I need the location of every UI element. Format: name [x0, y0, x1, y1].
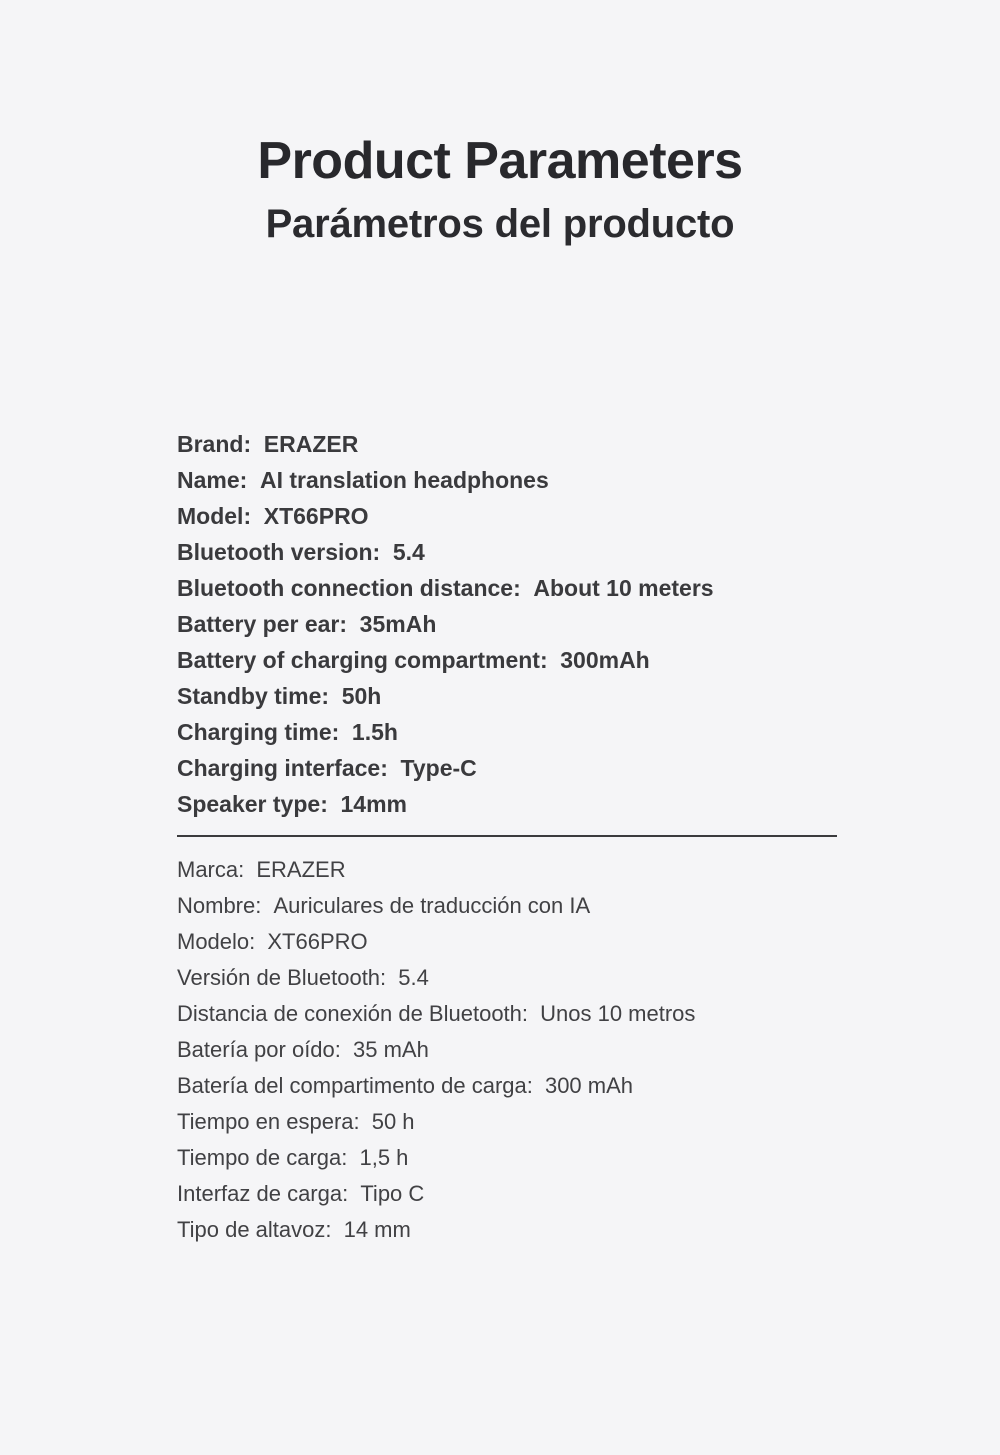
spec-row-speaker-type [177, 786, 837, 822]
spec-label: Bluetooth version: [177, 539, 381, 565]
page-title: Product Parameters [257, 132, 743, 190]
spec-row-tipo-altavoz [177, 1212, 837, 1248]
spec-label: Tiempo de carga: [177, 1145, 348, 1170]
spec-label: Charging time: [177, 719, 340, 745]
spec-label: Marca: [177, 857, 245, 882]
spec-label: Bluetooth connection distance: [177, 575, 521, 601]
spec-row-name [177, 462, 837, 498]
spec-label: Modelo: [177, 929, 256, 954]
spec-row-standby-time [177, 678, 837, 714]
spec-value: 300 mAh [544, 1073, 634, 1098]
spec-label: Standby time: [177, 683, 330, 709]
spec-value: XT66PRO [267, 929, 368, 954]
spec-value: 50h [341, 683, 382, 709]
spec-label: Nombre: [177, 893, 262, 918]
page-header [0, 0, 1000, 248]
spec-sheet [177, 426, 837, 1248]
spec-row-bateria-compartimento [177, 1068, 837, 1104]
spec-value: Tipo C [360, 1181, 425, 1206]
spec-value: 50 h [371, 1109, 415, 1134]
spec-value: XT66PRO [263, 503, 369, 529]
spec-row-brand [177, 426, 837, 462]
spec-list-english [177, 426, 837, 822]
spec-value: 35 mAh [352, 1037, 429, 1062]
spec-label: Batería del compartimento de carga: [177, 1073, 533, 1098]
spec-row-battery-case [177, 642, 837, 678]
spec-value: 5.4 [392, 539, 425, 565]
spec-label: Distancia de conexión de Bluetooth: [177, 1001, 529, 1026]
spec-label: Versión de Bluetooth: [177, 965, 387, 990]
spec-value: Auriculares de traducción con IA [273, 893, 591, 918]
spec-row-tiempo-carga [177, 1140, 837, 1176]
spec-value: Type-C [400, 755, 477, 781]
page-subtitle: Parámetros del producto [265, 202, 735, 246]
spec-label: Batería por oído: [177, 1037, 341, 1062]
spec-value: 5.4 [398, 965, 429, 990]
spec-row-bateria-oido [177, 1032, 837, 1068]
spec-label: Battery of charging compartment: [177, 647, 548, 673]
spec-value: 14mm [340, 791, 407, 817]
spec-row-charging-interface [177, 750, 837, 786]
spec-list-spanish [177, 852, 837, 1248]
spec-label: Tiempo en espera: [177, 1109, 360, 1134]
spec-value: Unos 10 metros [540, 1001, 696, 1026]
spec-row-marca [177, 852, 837, 888]
spec-row-modelo [177, 924, 837, 960]
spec-row-battery-ear [177, 606, 837, 642]
spec-value: ERAZER [263, 431, 359, 457]
spec-value: 1.5h [351, 719, 398, 745]
spec-label: Brand: [177, 431, 252, 457]
spec-row-bluetooth-distance [177, 570, 837, 606]
spec-row-bluetooth-version [177, 534, 837, 570]
spec-label: Model: [177, 503, 252, 529]
spec-value: 14 mm [343, 1217, 411, 1242]
spec-label: Battery per ear: [177, 611, 348, 637]
spec-row-version-bluetooth [177, 960, 837, 996]
spec-row-interfaz-carga [177, 1176, 837, 1212]
spec-value: About 10 meters [533, 575, 714, 601]
spec-row-tiempo-espera [177, 1104, 837, 1140]
spec-label: Charging interface: [177, 755, 388, 781]
spec-row-model [177, 498, 837, 534]
spec-value: 35mAh [359, 611, 437, 637]
spec-label: Interfaz de carga: [177, 1181, 349, 1206]
spec-label: Tipo de altavoz: [177, 1217, 332, 1242]
spec-value: 1,5 h [359, 1145, 409, 1170]
spec-row-nombre [177, 888, 837, 924]
section-divider [177, 835, 837, 837]
spec-label: Speaker type: [177, 791, 328, 817]
spec-row-charging-time [177, 714, 837, 750]
spec-label: Name: [177, 467, 248, 493]
spec-value: ERAZER [256, 857, 346, 882]
spec-value: 300mAh [560, 647, 650, 673]
spec-value: AI translation headphones [259, 467, 549, 493]
spec-row-distancia-bluetooth [177, 996, 837, 1032]
